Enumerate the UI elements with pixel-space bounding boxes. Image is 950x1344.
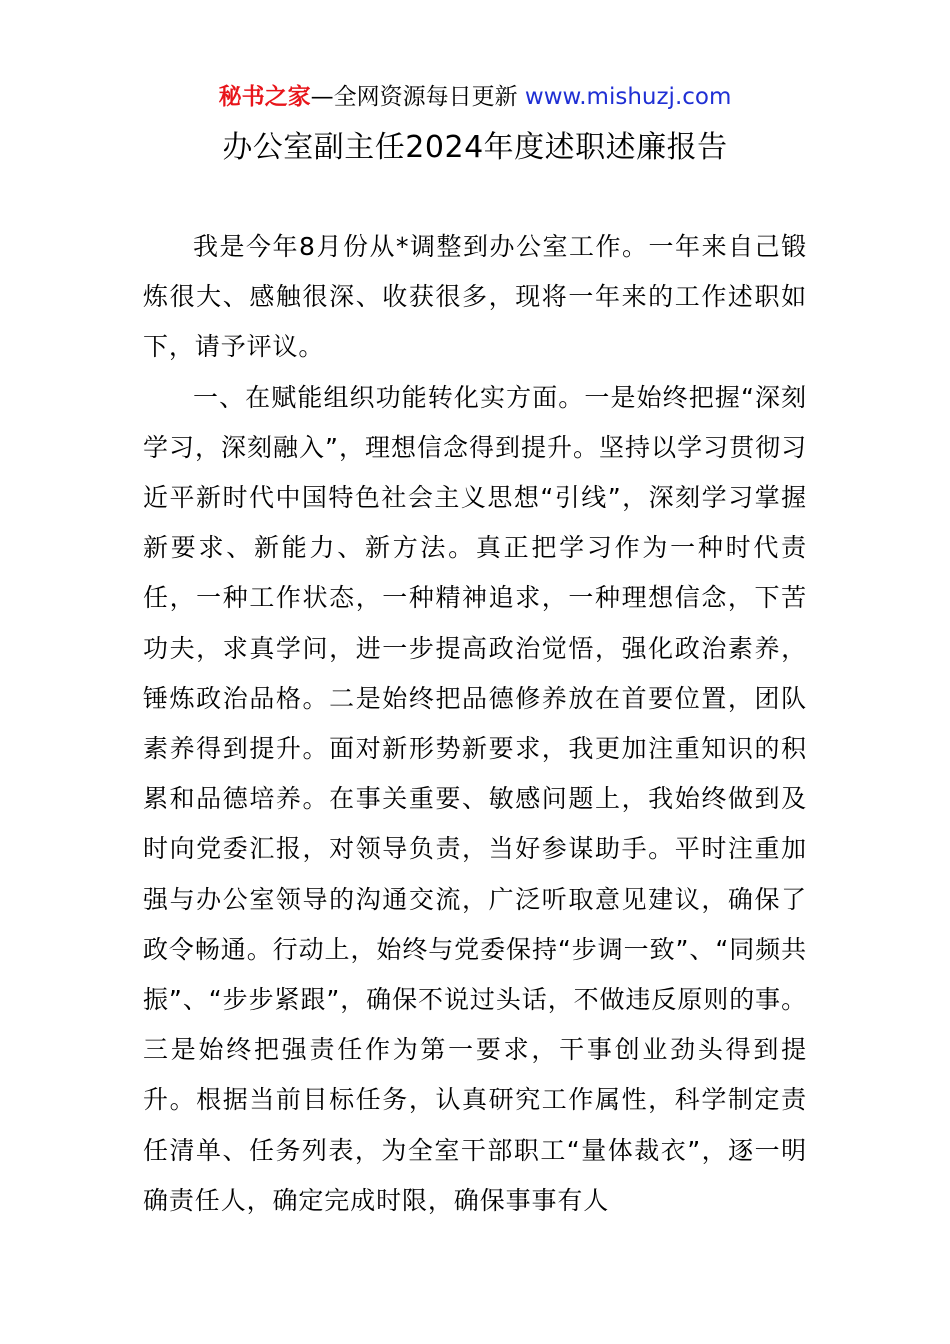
brand-name: 秘书之家 bbox=[218, 84, 311, 110]
site-url-link[interactable]: www.mishuzj.com bbox=[524, 84, 732, 110]
site-header bbox=[0, 80, 950, 114]
document-title: 办公室副主任2024年度述职述廉报告 bbox=[222, 130, 728, 165]
paragraph-intro: 我是今年8月份从*调整到办公室工作。一年来自己锻炼很大、感触很深、收获很多，现将一年来的工作述职如下，请予评议。 bbox=[143, 232, 807, 362]
document-body bbox=[143, 222, 807, 1226]
paragraph-section-one: 一、在赋能组织功能转化实方面。一是始终把握“深刻学习，深刻融入”，理想信念得到提升。坚持以学习贯彻习近平新时代中国特色社会主义思想“引线”，深刻学习掌握新要求、新能力、新方法。真正把学习作为一种时代责任，一种工作状态，一种精神追求，一种理想信念，下苦功夫，求真学问，进一步提高政治觉悟，强化政治素养，锤炼政治品格。二是始终把品德修养放在首要位置，团队素养得到提升。面对新形势新要求，我更加注重知识的积累和品德培养。在事关重要、敏感问题上，我始终做到及时向党委汇报，对领导负责，当好参谋助手。平时注重加强与办公室领导的沟通交流，广泛听取意见建议，确保了政令畅通。行动上，始终与党委保持“步调一致”、“同频共振”、“步步紧跟”，确保不说过头话，不做违反原则的事。三是始终把强责任作为第一要求，干事创业劲头得到提升。根据当前目标任务，认真研究工作属性，科学制定责任清单、任务列表，为全室干部职工“量体裁衣”，逐一明确责任人，确定完成时限，确保事事有人 bbox=[143, 382, 807, 1215]
header-tagline: —全网资源每日更新 bbox=[310, 84, 518, 110]
